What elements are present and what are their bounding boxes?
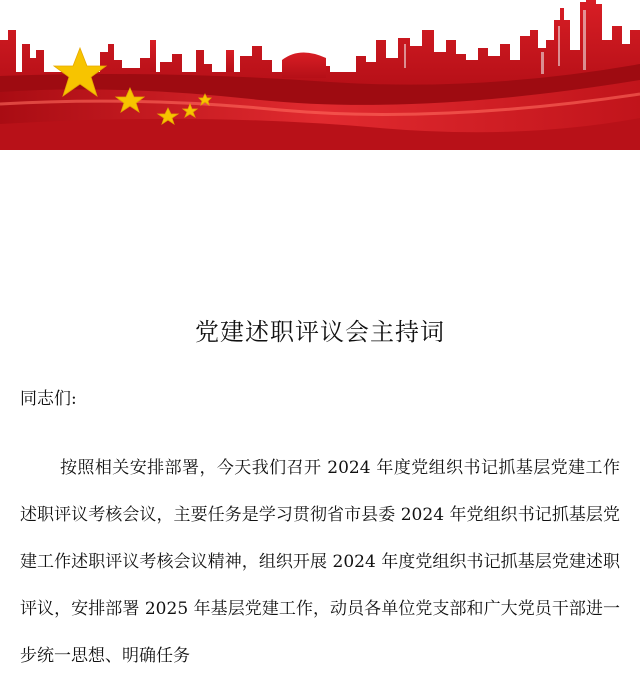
document-title: 党建述职评议会主持词: [195, 318, 445, 346]
body-paragraph: 按照相关安排部署，今天我们召开 2024 年度党组织书记抓基层党建工作述职评议考核会议，主要任务是学习贯彻省市县委 2024 年党组织书记抓基层党建工作述职评议考核会议精神，组织开展 2024 年度党组织书记抓基层党建述职评议，安排部署 2025 年基层党建工作，动员各单位党支部和广大党员干部进一步统一思想、明确任务: [20, 458, 620, 666]
header-banner: [0, 0, 640, 150]
salutation: 同志们:: [20, 389, 77, 409]
